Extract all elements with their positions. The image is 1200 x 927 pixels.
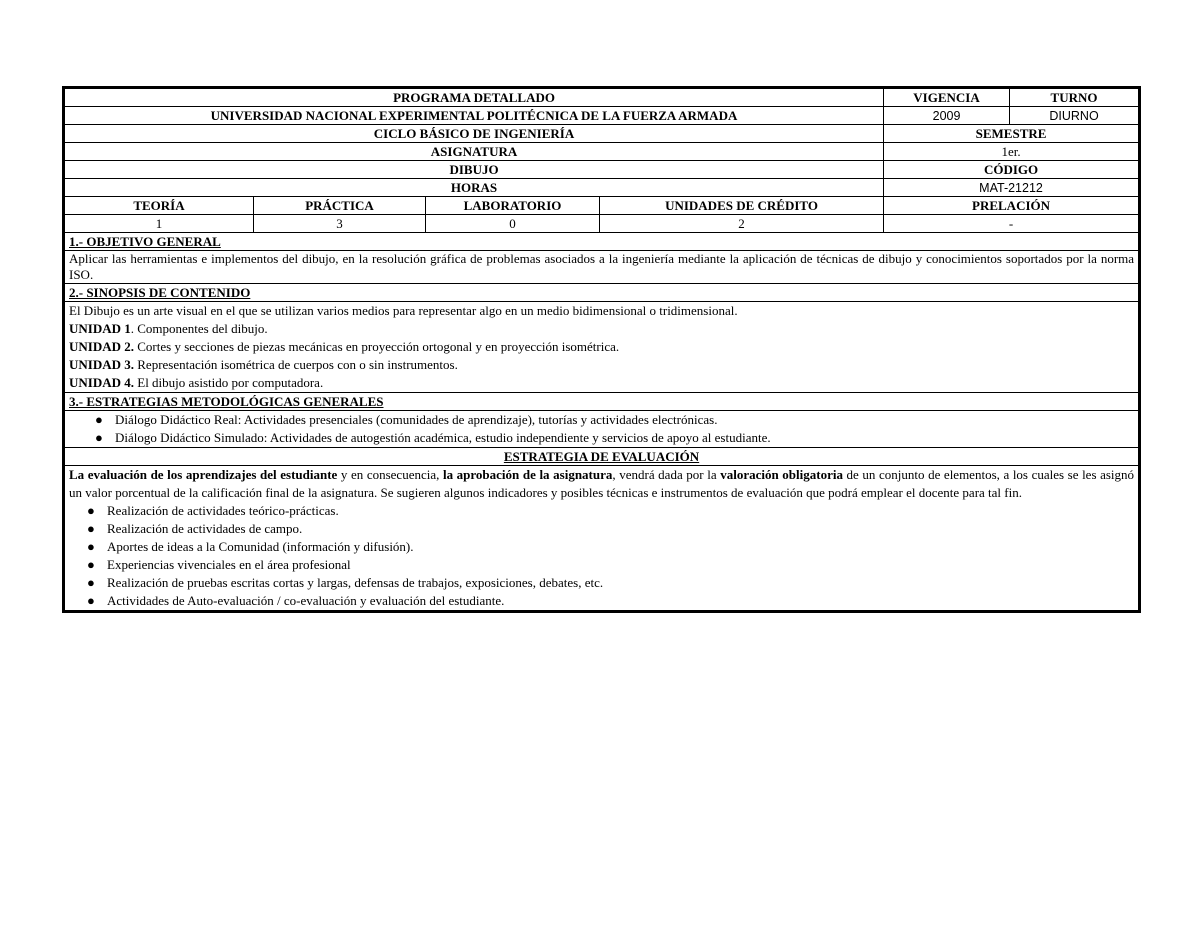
prelacion-value: - (884, 215, 1140, 233)
list-item (87, 502, 1134, 520)
list-item (87, 574, 1134, 592)
row-university (64, 107, 1140, 125)
eval-bold-2: la aprobación de la asignatura (442, 467, 613, 482)
sinopsis-intro: El Dibujo es un arte visual en el que se utilizan varios medios para representar algo en un medio bidimensional o tridimensional. (69, 303, 738, 318)
row-evaluacion-title (64, 448, 1140, 466)
codigo-value: MAT-21212 (884, 179, 1140, 197)
objetivo-title: 1.- OBJETIVO GENERAL (64, 233, 1140, 251)
program-sheet (62, 86, 1138, 613)
row-title (64, 88, 1140, 107)
row-ciclo (64, 125, 1140, 143)
teoria-value: 1 (64, 215, 254, 233)
list-item (87, 556, 1134, 574)
program-table (62, 86, 1141, 613)
vigencia-label: VIGENCIA (884, 88, 1010, 107)
sinopsis-body (64, 302, 1140, 393)
bullet-dot-icon: ● (87, 539, 95, 554)
estrategias-body (64, 411, 1140, 448)
semestre-label: SEMESTRE (884, 125, 1140, 143)
estrategias-title: 3.- ESTRATEGIAS METODOLÓGICAS GENERALES (64, 393, 1140, 411)
row-estrategias-title (64, 393, 1140, 411)
row-hours-values (64, 215, 1140, 233)
evaluacion-title: ESTRATEGIA DE EVALUACIÓN (64, 448, 1140, 466)
row-asignatura-label (64, 143, 1140, 161)
objetivo-text: Aplicar las herramientas e implementos del dibujo, en la resolución gráfica de problemas asociados a la ingeniería mediante la aplicación de técnicas de dibujo y conocimientos soportados por la norma ISO. (64, 251, 1140, 284)
horas-label: HORAS (64, 179, 884, 197)
row-objetivo-title (64, 233, 1140, 251)
codigo-label: CÓDIGO (884, 161, 1140, 179)
unit-4 (69, 374, 1134, 392)
semestre-value: 1er. (884, 143, 1140, 161)
estrategia-1: Diálogo Didáctico Real: Actividades presenciales (comunidades de aprendizaje), tutorías y actividades electrónicas. (115, 412, 718, 427)
evaluacion-body (64, 466, 1140, 612)
unit-2-label: UNIDAD 2. (69, 339, 134, 354)
university-name: UNIVERSIDAD NACIONAL EXPERIMENTAL POLITÉCNICA DE LA FUERZA ARMADA (64, 107, 884, 125)
row-horas (64, 179, 1140, 197)
list-item (87, 592, 1134, 610)
col-prelacion: PRELACIÓN (884, 197, 1140, 215)
eval-bold-1: La evaluación de los aprendizajes del estudiante (69, 467, 338, 482)
bullet-dot-icon: ● (87, 575, 95, 590)
unit-3 (69, 356, 1134, 374)
practica-value: 3 (254, 215, 426, 233)
laboratorio-value: 0 (426, 215, 600, 233)
turno-label: TURNO (1010, 88, 1140, 107)
list-item (87, 538, 1134, 556)
col-laboratorio: LABORATORIO (426, 197, 600, 215)
col-unidades-credito: UNIDADES DE CRÉDITO (600, 197, 884, 215)
turno-value: DIURNO (1010, 107, 1140, 125)
asignatura-label: ASIGNATURA (64, 143, 884, 161)
bullet-dot-icon: ● (87, 503, 95, 518)
estrategias-list (69, 411, 1134, 447)
unit-1-label: UNIDAD 1 (69, 321, 131, 336)
eval-bold-3: valoración obligatoria (720, 467, 843, 482)
unit-2-text: Cortes y secciones de piezas mecánicas en proyección ortogonal y en proyección isométrica. (134, 339, 620, 354)
col-practica: PRÁCTICA (254, 197, 426, 215)
ciclo-name: CICLO BÁSICO DE INGENIERÍA (64, 125, 884, 143)
bullet-dot-icon: ● (87, 557, 95, 572)
list-item (95, 429, 1134, 447)
eval-item-4: Experiencias vivenciales en el área profesional (107, 557, 351, 572)
bullet-dot-icon: ● (87, 521, 95, 536)
list-item (87, 520, 1134, 538)
unidades-credito-value: 2 (600, 215, 884, 233)
eval-item-5: Realización de pruebas escritas cortas y largas, defensas de trabajos, exposiciones, debates, etc. (107, 575, 604, 590)
row-sinopsis-title (64, 284, 1140, 302)
row-estrategias-body (64, 411, 1140, 448)
row-hours-header (64, 197, 1140, 215)
bullet-dot-icon: ● (87, 593, 95, 608)
sinopsis-title: 2.- SINOPSIS DE CONTENIDO (64, 284, 1140, 302)
list-item (95, 411, 1134, 429)
eval-text-3: de un conjunto de elementos, a los cuales se les asignó un valor porcentual de la calificación final de la asignatura. Se sugieren algunos indicadores y posibles técnicas e instrumentos de evaluación que podrá emplear el docente para tal fin. (69, 467, 1135, 500)
unit-1-text: . Componentes del dibujo. (130, 321, 268, 336)
eval-item-6: Actividades de Auto-evaluación / co-evaluación y evaluación del estudiante. (107, 593, 505, 608)
bullet-dot-icon: ● (95, 430, 103, 445)
bullet-dot-icon: ● (95, 412, 103, 427)
unit-2 (69, 338, 1134, 356)
evaluacion-paragraph (69, 466, 1134, 502)
doc-title: PROGRAMA DETALLADO (64, 88, 884, 107)
eval-text-1: y en consecuencia, (337, 467, 443, 482)
eval-item-1: Realización de actividades teórico-prácticas. (107, 503, 339, 518)
vigencia-value: 2009 (884, 107, 1010, 125)
unit-3-label: UNIDAD 3. (69, 357, 134, 372)
eval-text-2: , vendrá dada por la (612, 467, 721, 482)
row-evaluacion-body (64, 466, 1140, 612)
row-asignatura (64, 161, 1140, 179)
eval-item-2: Realización de actividades de campo. (107, 521, 303, 536)
asignatura-value: DIBUJO (64, 161, 884, 179)
unit-4-text: El dibujo asistido por computadora. (134, 375, 324, 390)
eval-item-3: Aportes de ideas a la Comunidad (información y difusión). (107, 539, 414, 554)
unit-1 (69, 320, 1134, 338)
row-sinopsis-body (64, 302, 1140, 393)
row-objetivo-text (64, 251, 1140, 284)
unit-3-text: Representación isométrica de cuerpos con o sin instrumentos. (134, 357, 458, 372)
unit-4-label: UNIDAD 4. (69, 375, 134, 390)
estrategia-2: Diálogo Didáctico Simulado: Actividades de autogestión académica, estudio independiente y servicios de apoyo al estudiante. (115, 430, 771, 445)
col-teoria: TEORÍA (64, 197, 254, 215)
evaluacion-list (69, 502, 1134, 610)
